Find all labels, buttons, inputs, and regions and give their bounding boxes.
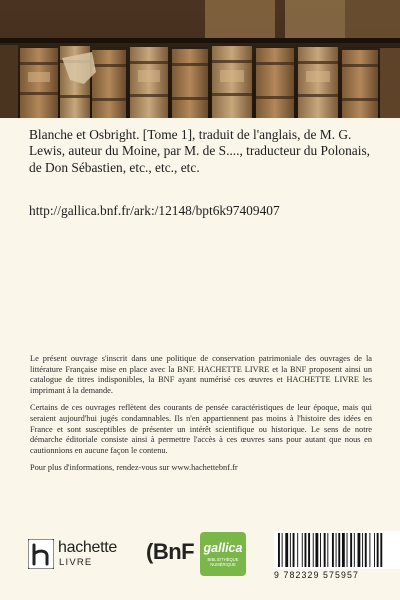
notice-contact-line: Pour plus d'informations, rendez-vous sur www.hachettebnf.fr xyxy=(30,463,238,473)
hachette-livre-logo xyxy=(24,537,124,571)
livre-wordmark: LIVRE xyxy=(59,557,93,568)
gallica-url[interactable]: http://gallica.bnf.fr/ark:/12148/bpt6k97409407 xyxy=(29,203,280,218)
barcode-digits: 9 782329 575957 xyxy=(274,570,359,580)
hachette-h-logo-icon xyxy=(28,539,54,569)
book-title-record: Blanche et Osbright. [Tome 1], traduit de l'anglais, de M. G. Lewis, auteur du Moine, par M. de S...., traducteur du Polonais, de Don Sébastien, etc., etc., etc. xyxy=(29,127,371,175)
isbn-barcode xyxy=(274,531,400,581)
publisher-notice xyxy=(30,354,372,474)
publisher-logos xyxy=(24,531,384,581)
hachette-wordmark: hachette xyxy=(58,539,117,556)
barcode-icon xyxy=(274,531,400,569)
gallica-wordmark: gallica xyxy=(203,541,243,555)
gallica-logo xyxy=(200,532,246,576)
notice-paragraph: Certains de ces ouvrages reflètent des courants de pensée caractéristiques de leur époque, mais qui seraient aujourd'hui jugés condamnables. Ils n'en appartiennent pas moins à l'histoire des idées en France et sont susceptibles de présenter un intérêt scientifique ou historique. Le sens de notre démarche éditoriale consiste ainsi à permettre l'accès à ces œuvres sans pour autant que nous en cautionnions en aucune façon le contenu. xyxy=(30,403,372,456)
book-spines-photo xyxy=(0,0,400,118)
notice-paragraph: Le présent ouvrage s'inscrit dans une politique de conservation patrimoniale des ouvrages de la littérature Française mise en place avec la BNF. HACHETTE LIVRE et la BNF proposent ainsi un catalogue de titres indisponibles, la BNF ayant numérisé ces œuvres et HACHETTE LIVRE les imprimant à la demande. xyxy=(30,354,372,396)
gallica-tagline: BIBLIOTHÈQUE NUMÉRIQUE xyxy=(207,557,239,567)
bnf-logo: (BnF xyxy=(146,539,195,564)
